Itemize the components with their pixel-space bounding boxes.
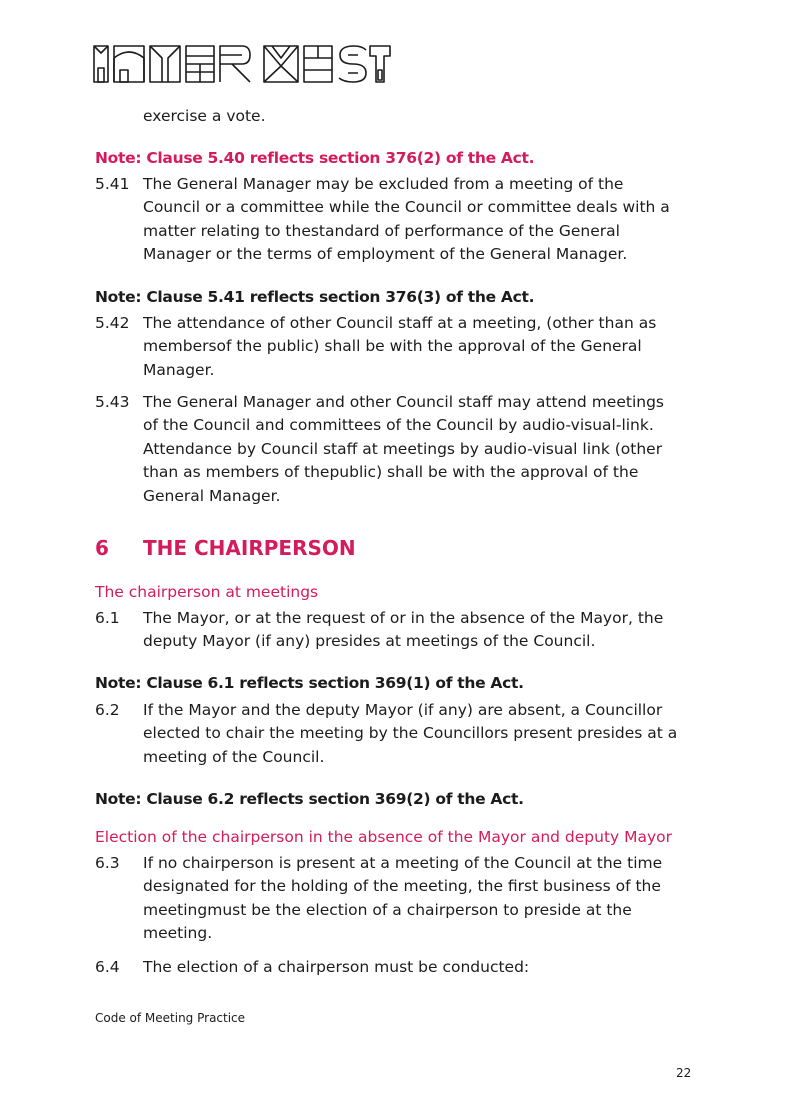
clause-6-3 — [95, 852, 743, 946]
clause-number: 5.41 — [95, 175, 130, 193]
clause-number: 6.2 — [95, 701, 120, 719]
clause-number: 6.1 — [95, 609, 120, 627]
clause-line: matter relating to thestandard of performance of the General — [143, 221, 620, 240]
clause-line: The election of a chairperson must be conducted: — [143, 958, 530, 976]
clause-line: than as members of thepublic) shall be with the approval of the — [143, 463, 639, 482]
inner-west-logo — [92, 44, 392, 84]
page-number: 22 — [676, 1066, 692, 1080]
clause-line: meeting of the Council. — [143, 747, 325, 766]
section-number: 6 — [95, 536, 109, 560]
clause-6-2 — [95, 699, 743, 769]
clause-line: Council or a committee while the Council or committee deals with a — [143, 198, 670, 217]
clause-line: The attendance of other Council staff at a meeting, (other than as — [143, 314, 657, 332]
clause-line: designated for the holding of the meeting, the first business of the — [143, 877, 661, 896]
clause-6-4 — [95, 956, 743, 979]
clause-line: meetingmust be the election of a chairperson to preside at the — [143, 900, 632, 919]
note-6-2: Note: Clause 6.2 reflects section 369(2) of the Act. — [95, 790, 524, 808]
section-heading — [95, 534, 743, 562]
clause-line: Attendance by Council staff at meetings by audio-visual link (other — [143, 439, 663, 458]
clause-number: 5.42 — [95, 314, 130, 332]
clause-line: membersof the public) shall be with the approval of the General — [143, 337, 642, 356]
clause-number: 5.43 — [95, 393, 130, 411]
subheading-election-of-chairperson: Election of the chairperson in the absence of the Mayor and deputy Mayor — [95, 828, 673, 846]
clause-line: Manager or the terms of employment of the General Manager. — [143, 245, 628, 264]
clause-line: The General Manager may be excluded from a meeting of the — [143, 175, 624, 193]
clause-line: elected to chair the meeting by the Councillors present presides at a — [143, 724, 678, 743]
clause-line: General Manager. — [143, 486, 281, 505]
clause-5-41 — [95, 173, 743, 267]
clause-line: If no chairperson is present at a meeting of the Council at the time — [143, 854, 663, 872]
clause-number: 6.4 — [95, 958, 120, 976]
note-5-41: Note: Clause 5.41 reflects section 376(3) of the Act. — [95, 288, 535, 306]
note-5-40: Note: Clause 5.40 reflects section 376(2) of the Act. — [95, 149, 535, 167]
footer-title: Code of Meeting Practice — [95, 1011, 246, 1025]
note-6-1: Note: Clause 6.1 reflects section 369(1) of the Act. — [95, 674, 524, 692]
clause-number: 6.3 — [95, 854, 120, 872]
clause-line: Manager. — [143, 360, 215, 379]
clause-6-1 — [95, 607, 743, 654]
clause-line: meeting. — [143, 924, 213, 943]
section-title: THE CHAIRPERSON — [143, 536, 356, 560]
clause-5-42 — [95, 312, 743, 382]
subheading-chairperson-at-meetings: The chairperson at meetings — [95, 583, 319, 601]
clause-5-43 — [95, 391, 743, 508]
clause-line: of the Council and committees of the Council by audio-visual-link. — [143, 416, 654, 435]
continuation-line: exercise a vote. — [143, 107, 266, 125]
clause-line: The Mayor, or at the request of or in the absence of the Mayor, the — [143, 609, 664, 627]
clause-line: The General Manager and other Council staff may attend meetings — [143, 393, 664, 411]
clause-line: If the Mayor and the deputy Mayor (if any) are absent, a Councillor — [143, 701, 663, 719]
continuation-text — [95, 105, 743, 128]
clause-line: deputy Mayor (if any) presides at meetings of the Council. — [143, 632, 596, 651]
